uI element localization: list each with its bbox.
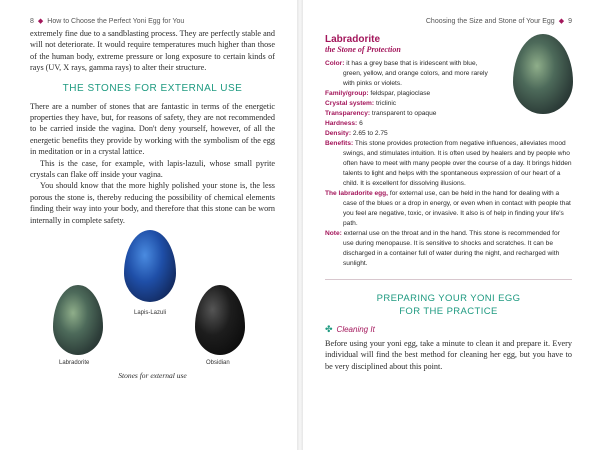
subheading-text: Cleaning It — [336, 325, 375, 334]
prop-label: Density: — [325, 130, 352, 137]
prop-label: Hardness: — [325, 120, 358, 127]
diamond-icon: ◆ — [558, 18, 565, 25]
right-running-head — [325, 14, 572, 28]
subheading-cleaning — [325, 324, 572, 335]
prop-text: triclinic — [374, 100, 397, 107]
right-running-title: Choosing the Size and Stone of Your Egg — [425, 17, 555, 25]
stone-name: Labradorite — [325, 34, 381, 45]
prop-label: Crystal system: — [325, 100, 375, 107]
paragraph-1: There are a number of stones that are fantastic in terms of the energetic properties they have, but, for reasons of safety, they are not recommended to be carried inside the vagina. Don't deny yourself, however, of all the energetic benefits they provide by working with the symbolism of the egg in meditation or in a crystal lattice. — [30, 101, 275, 157]
stone-subtitle: the Stone of Protection — [325, 45, 401, 54]
cleaning-paragraph: Before using your yoni egg, take a minute to clean it and prepare it. Every individual will find the best method for cleaning her egg, but you have to be very disciplined about this point. — [325, 339, 572, 371]
intro-paragraph: extremely fine due to a sandblasting process. They are perfectly stable and will not deteriorate. It would require temperatures much higher than those of the human body, extreme pressure or long exposure to certain kinds of rays (UV, X rays, gamma rays) to alter their structure. — [30, 29, 275, 73]
section-heading-preparing — [325, 292, 572, 318]
lapis-lazuli-egg-image — [124, 230, 176, 302]
prop-text: transparent to opaque — [370, 110, 437, 117]
prop-text: for external use, can be held in the hand for dealing with a case of the blues or a drop in energy, or even when in contact with people that you feel are negative, toxic, or invasive. It also is of help in finding your life's path. — [343, 190, 571, 227]
labradorite-egg-image — [53, 285, 103, 355]
left-running-head — [30, 14, 275, 28]
prop-text: 2.65 to 2.75 — [351, 130, 388, 137]
lapis-lazuli-label: Lapis-Lazuli — [134, 310, 167, 317]
left-page-number: 8 — [30, 17, 34, 25]
entry-divider — [325, 279, 572, 280]
prop-text: This stone provides protection from negative influences, alleviates mood swings, and stimulates intuition. It is often used by healers and by people who often have to meet with many people over the course of a day. It brings hidden talents to light and helps with the spontaneous expression of our heart of a child. It is excellent for dissolving illusions. — [343, 140, 572, 187]
prop-benefits — [325, 139, 572, 189]
section-heading-external-stones: THE STONES FOR EXTERNAL USE — [62, 82, 243, 94]
prop-text: feldspar, plagioclase — [368, 90, 431, 97]
obsidian-egg-image — [195, 285, 245, 355]
prop-label: Transparency: — [325, 110, 371, 117]
stones-figure — [30, 230, 275, 365]
labradorite-label: Labradorite — [59, 360, 90, 367]
right-page-number: 9 — [568, 17, 572, 25]
prop-text: it has a grey base that is iridescent with blue, green, yellow, and orange colors, and more rarely with pinks or violets. — [343, 60, 488, 87]
prop-label: Benefits: — [325, 140, 354, 147]
section-heading-line-2: FOR THE PRACTICE — [399, 306, 498, 317]
right-page — [303, 0, 600, 450]
prop-text: 6 — [357, 120, 363, 127]
prop-label: Note: — [325, 230, 342, 237]
flower-icon: ✤ — [325, 324, 333, 334]
prop-note — [325, 229, 572, 269]
prop-label: The labradorite egg, — [325, 190, 389, 197]
figure-caption: Stones for external use — [118, 371, 187, 381]
obsidian-label: Obsidian — [206, 360, 230, 367]
prop-text: external use on the throat and in the hand. This stone is recommended for use during menopause. It is sensitive to shocks and scratches. It can be discharged in a container full of water during the night, and recharged with sunlight. — [341, 230, 560, 267]
section-heading-line-1: PREPARING YOUR YONI EGG — [376, 293, 521, 304]
prop-hardness — [325, 119, 572, 129]
paragraph-2: This is the case, for example, with lapis-lazuli, whose small pyrite crystals can flake off inside your vagina. — [30, 158, 275, 180]
prop-labradorite-egg — [325, 189, 572, 229]
labradorite-entry — [325, 34, 572, 269]
prop-label: Family/group: — [325, 90, 369, 97]
prop-density — [325, 129, 572, 139]
diamond-icon: ◆ — [37, 18, 44, 25]
left-page — [0, 0, 297, 450]
left-running-title: How to Choose the Perfect Yoni Egg for You — [47, 17, 185, 25]
paragraph-3: You should know that the more highly polished your stone is, the less porous the stone is, thereby reducing the possibility of chemical elements finding their way into your body, and therefore that this stone can be worn internally in complete safety. — [30, 181, 275, 225]
prop-label: Color: — [325, 60, 345, 67]
